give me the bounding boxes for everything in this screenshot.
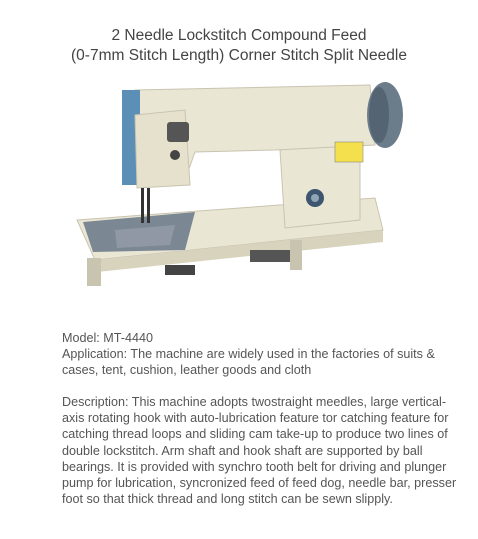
application-text: Application: The machine are widely used in the factories of suits & cases, tent, cushion, leather goods and cloth [62, 347, 435, 378]
model-text: Model: MT-4440 [62, 331, 153, 345]
product-title-line-1: 2 Needle Lockstitch Compound Feed [111, 27, 367, 44]
sewing-machine-image [75, 80, 405, 290]
product-title-line-2: (0-7mm Stitch Length) Corner Stitch Split Needle [71, 47, 407, 64]
description-text: Description: This machine adopts twostraight meedles, large vertical-axis rotating hook with auto-lubrication feature tor catching feature for catching thread loops and sliding cam take-up to produce two lines of double lockstitch. Arm shaft and hook shaft are supported by ball bearings. It is provided with synchro tooth belt for driving and plunger pump for lubrication, syncronized feed of feed dog, needle bar, presser foot so that thick thread and long stitch can be sewn slipply. [62, 395, 457, 507]
